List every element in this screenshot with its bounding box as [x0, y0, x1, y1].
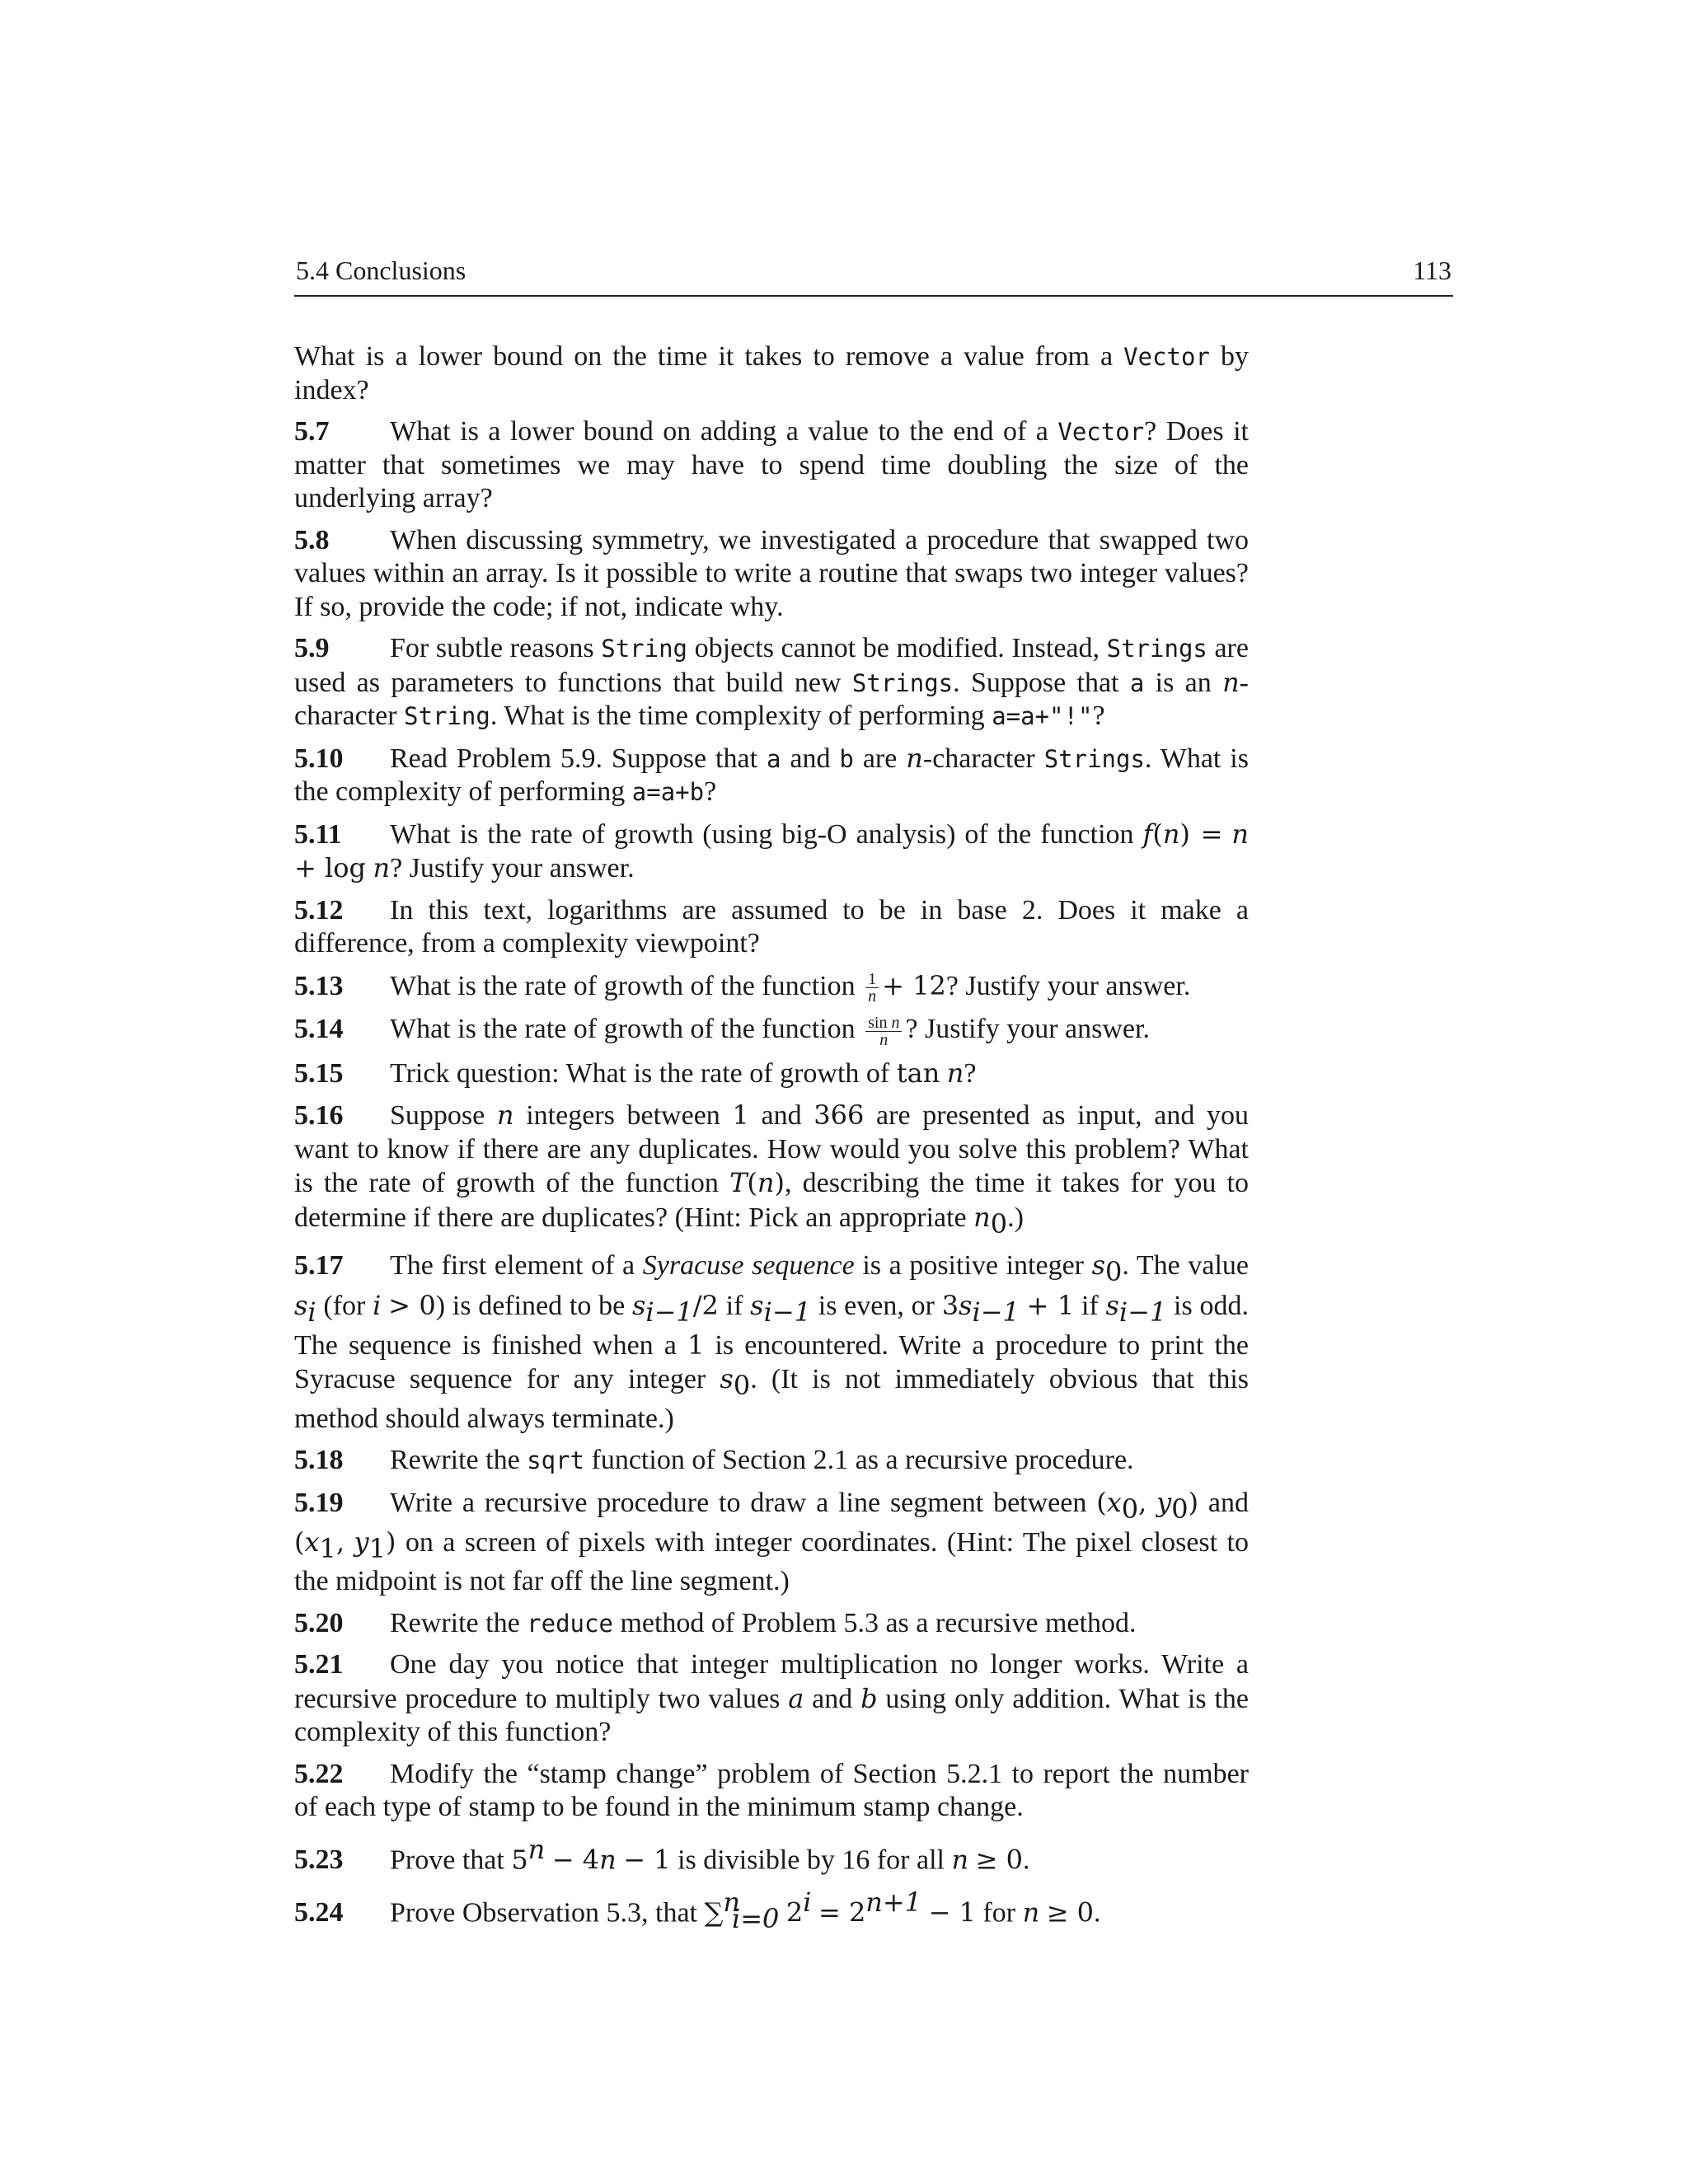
problem-5-24: 5.24 Prove Observation 5.3, that ∑$^n_{i=0}$ $2^i = 2^{n+1} - 1$ for n ≥ 0.: [294, 1886, 1101, 1934]
fraction-sin-n-over-n: $\frac{\text{sin n}}{n}$: [865, 1015, 902, 1048]
problem-5-11: 5.11 What is the rate of growth (using big-O analysis) of the function f(n) = n + log n? Justify your answer.: [294, 818, 1250, 883]
fraction-1-over-n: $\frac{1}{n}$: [865, 971, 879, 1005]
problem-5-21: 5.21 One day you notice that integer multiplication no longer works. Write a recursive procedure to multiply two values a and b using only addition. What is the complexity of this function?: [294, 1649, 1249, 1748]
problem-number: 5.21: [294, 1649, 344, 1680]
problem-5-20: 5.20 Rewrite the reduce method of Problem 5.3 as a recursive method.: [294, 1607, 1249, 1641]
problem-number: 5.17: [294, 1250, 344, 1282]
problem-5-9: 5.9 For subtle reasons String objects cannot be modified. Instead, Strings are used as parameters to functions that build new Strings. Suppose that a is an n-character String. What is the time complexity of performing a=a+"!"?: [294, 633, 1249, 731]
problem-number: 5.9: [294, 633, 330, 663]
problem-number: 5.13: [294, 970, 344, 1001]
problem-5-22: 5.22 Modify the “stamp change” problem of Section 5.2.1 to report the number of each type of stamp to be found in the minimum stamp change.: [294, 1758, 1249, 1823]
problem-number: 5.16: [294, 1100, 344, 1132]
problem-5-19: 5.19 Write a recursive procedure to draw a line segment between ($x_0$, $y_0$) and ($x_1$, $y_1$) on a screen of pixels with integer coordinates. (Hint: The pixel closest to the midpoint is not far off the line segment.): [294, 1486, 1250, 1597]
problem-5-13: 5.13 What is the rate of growth of the function $\frac{1}{n}$ + 12? Justify your answer.: [294, 969, 1191, 1006]
problem-number: 5.22: [294, 1758, 344, 1789]
problem-number: 5.14: [294, 1014, 344, 1045]
problem-number: 5.19: [294, 1487, 344, 1518]
problem-5-10: 5.10 Read Problem 5.9. Suppose that a and b are n-character Strings. What is the complexity of performing a=a+b?: [294, 742, 1249, 807]
problem-5-12: 5.12 In this text, logarithms are assumed to be in base 2. Does it make a difference, from a complexity viewpoint?: [294, 894, 1249, 958]
problem-number: 5.8: [294, 524, 330, 555]
page-number: 113: [1413, 255, 1451, 285]
problem-number: 5.18: [294, 1445, 344, 1476]
running-header: [294, 255, 1453, 297]
problem-number: 5.12: [294, 894, 344, 926]
problem-number: 5.11: [294, 818, 342, 850]
section-title: 5.4 Conclusions: [296, 255, 467, 285]
problem-number: 5.15: [294, 1057, 344, 1089]
problem-number: 5.24: [294, 1896, 344, 1928]
problem-5-7: 5.7 What is a lower bound on adding a value to the end of a Vector? Does it matter that sometimes we may have to spend time doubling the size of the underlying array?: [294, 416, 1249, 513]
exercise-list: [294, 340, 1249, 1943]
problem-number: 5.7: [294, 416, 330, 447]
problem-number: 5.20: [294, 1607, 344, 1638]
problem-5-23: 5.23 Prove that 5$^n$ − 4n − 1 is divisible by 16 for all n ≥ 0.: [294, 1833, 1249, 1877]
problem-5-14: 5.14 What is the rate of growth of the function $\frac{\text{sin n}}{n}$ ? Justify your answer.: [294, 1013, 1150, 1049]
problem-number: 5.10: [294, 743, 344, 774]
problem-5-6-continued: What is a lower bound on the time it takes to remove a value from a Vector by index?: [294, 341, 1250, 405]
problem-5-16: 5.16 Suppose n integers between 1 and 366 are presented as input, and you want to know if there are any duplicates. How would you solve this problem? What is the rate of growth of the function T(n), describing the time it takes for you to determine if there are duplicates? (Hint: Pick an appropriate $n_0$.): [294, 1099, 1250, 1240]
problem-5-18: 5.18 Rewrite the sqrt function of Section 2.1 as a recursive procedure.: [294, 1444, 1249, 1478]
problem-number: 5.23: [294, 1844, 344, 1876]
problem-5-15: 5.15 Trick question: What is the rate of growth of tan n?: [294, 1057, 1249, 1091]
problem-5-17: 5.17 The first element of a Syracuse sequence is a positive integer $s_0$. The value $s_i$ (for i > 0) is defined to be $s_{i-1}/2$ if $s_{i-1}$ is even, or $3s_{i-1} + 1$ if $s_{i-1}$ is odd. The sequence is finished when a 1 is encountered. Write a procedure to print the Syracuse sequence for any integer $s_0$. (It is not immediately obvious that this method should always terminate.): [294, 1249, 1250, 1434]
problem-5-8: 5.8 When discussing symmetry, we investigated a procedure that swapped two values within an array. Is it possible to write a routine that swaps two integer values? If so, provide the code; if not, indicate why.: [294, 524, 1249, 622]
